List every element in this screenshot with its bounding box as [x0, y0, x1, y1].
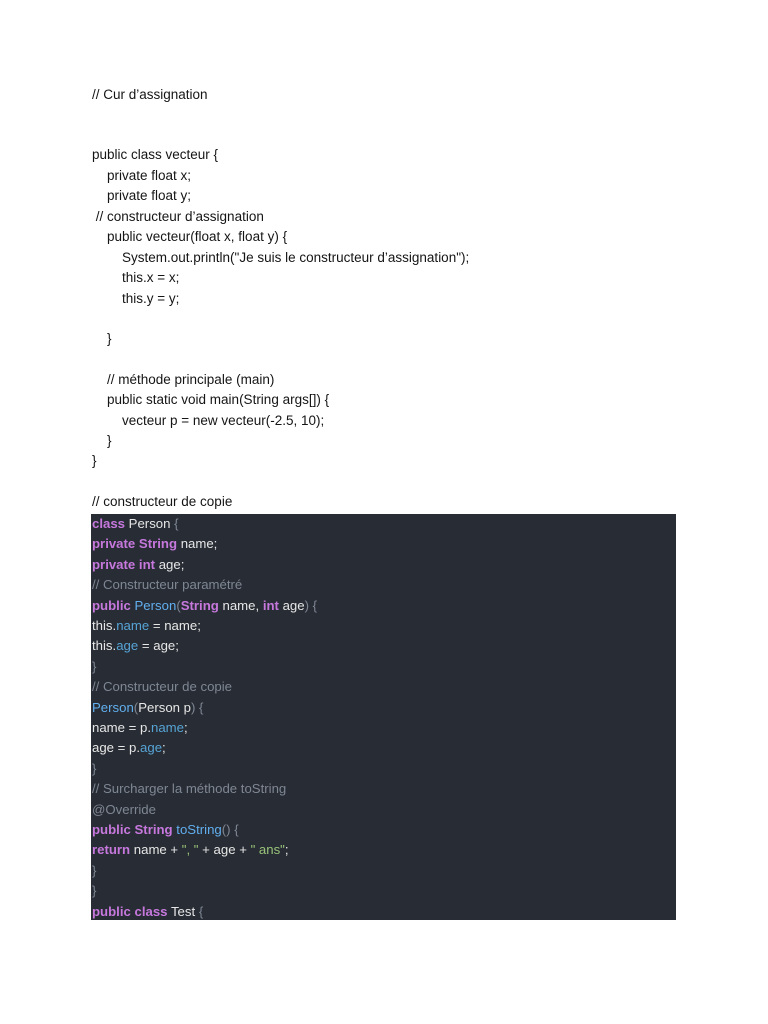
code-snippet-block: [91, 514, 676, 920]
doc-code-line: }: [92, 453, 97, 468]
code-token-comment: @Override: [92, 801, 156, 817]
doc-code-line: public vecteur(float x, float y) {: [92, 229, 288, 244]
code-token-prop: age: [116, 638, 139, 654]
code-line: [92, 840, 289, 860]
code-token-kw: private: [92, 556, 136, 572]
code-token-prop: name: [116, 618, 150, 633]
code-token-kw: String: [134, 822, 173, 837]
code-line: [92, 677, 232, 697]
doc-code-line: // constructeur d’assignation: [92, 209, 264, 224]
code-line: [92, 514, 179, 534]
code-token-plain: ;: [284, 842, 289, 858]
doc-code-line: private float y;: [92, 188, 192, 203]
code-token-kw: String: [138, 536, 178, 552]
code-token-plain: name;: [177, 536, 218, 552]
code-line: [92, 800, 156, 820]
code-token-kw: int: [138, 556, 156, 572]
code-line: [92, 616, 201, 636]
code-token-punct: ) {: [304, 597, 318, 613]
code-token-punct: }: [92, 658, 97, 674]
code-token-plain: ;: [184, 720, 188, 735]
doc-section-comment: // constructeur de copie: [92, 494, 233, 509]
code-token-plain: name,: [218, 597, 263, 613]
code-token-fn: Person: [92, 699, 134, 715]
doc-code-line: // méthode principale (main): [92, 372, 275, 387]
doc-code-line: vecteur p = new vecteur(-2.5, 10);: [92, 413, 325, 428]
code-token-punct: }: [92, 760, 97, 776]
code-token-kw: class: [134, 903, 168, 919]
code-line: [92, 555, 184, 575]
code-line: [92, 534, 217, 554]
code-token-prop: name: [151, 720, 185, 735]
code-line: [92, 575, 242, 595]
code-token-kw: public: [92, 822, 131, 837]
code-token-punct: {: [174, 516, 179, 531]
code-token-fn: toString: [176, 822, 222, 837]
code-token-comment: // Constructeur de copie: [92, 679, 233, 695]
code-line: [92, 718, 188, 738]
doc-heading-comment: // Cur d’assignation: [92, 87, 208, 102]
code-token-plain: Person: [125, 516, 175, 531]
code-line: [92, 657, 96, 677]
code-token-punct: (: [133, 699, 139, 715]
code-token-plain: this.: [92, 618, 117, 633]
code-line: [92, 861, 96, 881]
code-token-kw: String: [180, 597, 219, 613]
code-token-plain: age;: [155, 556, 185, 572]
doc-code-line: public class vecteur {: [92, 147, 219, 162]
code-token-plain: age = p.: [92, 740, 141, 756]
code-token-kw: return: [92, 842, 131, 858]
doc-code-line: }: [92, 331, 112, 346]
code-token-punct: }: [92, 883, 97, 899]
code-token-prop: age: [140, 740, 163, 756]
code-token-punct: {: [198, 903, 204, 919]
code-line: [92, 759, 96, 779]
code-token-plain: ;: [162, 740, 166, 756]
code-token-punct: () {: [221, 822, 239, 837]
doc-code-line: this.y = y;: [92, 291, 180, 306]
code-line: [92, 820, 239, 840]
code-token-plain: name +: [130, 842, 182, 858]
code-token-kw: public: [92, 597, 131, 613]
code-token-str: ", ": [181, 842, 199, 858]
code-token-plain: age: [278, 597, 305, 613]
code-token-plain: Test: [167, 903, 199, 919]
code-token-kw: public: [92, 903, 131, 919]
code-line: [92, 698, 203, 718]
code-line: [92, 881, 96, 901]
code-token-comment: // Constructeur paramétré: [92, 577, 243, 593]
code-line: [92, 738, 166, 758]
code-token-fn: Person: [134, 597, 177, 613]
code-line: [92, 902, 203, 920]
code-token-plain: this.: [92, 638, 117, 654]
doc-code-line: }: [92, 433, 112, 448]
doc-code-line: private float x;: [92, 168, 192, 183]
code-token-plain: Person p: [138, 699, 191, 715]
code-token-kw: private: [92, 536, 136, 552]
doc-code-line: System.out.println("Je suis le constructeur d’assignation");: [92, 250, 470, 265]
code-line: [92, 596, 317, 616]
code-token-kw: int: [262, 597, 279, 613]
doc-code-line: this.x = x;: [92, 270, 180, 285]
code-token-comment: // Surcharger la méthode toString: [92, 781, 287, 797]
doc-code-line: public static void main(String args[]) {: [92, 392, 330, 407]
code-token-punct: (: [176, 597, 181, 613]
code-token-punct: ) {: [191, 699, 204, 715]
code-token-punct: }: [92, 862, 97, 878]
code-token-plain: = age;: [138, 638, 179, 654]
code-token-plain: = name;: [149, 618, 201, 633]
code-token-str: " ans": [250, 842, 285, 858]
code-token-kw: class: [92, 516, 126, 531]
code-line: [92, 636, 179, 656]
code-line: [92, 779, 286, 799]
code-token-plain: + age +: [198, 842, 251, 858]
code-token-plain: name = p.: [92, 720, 152, 735]
